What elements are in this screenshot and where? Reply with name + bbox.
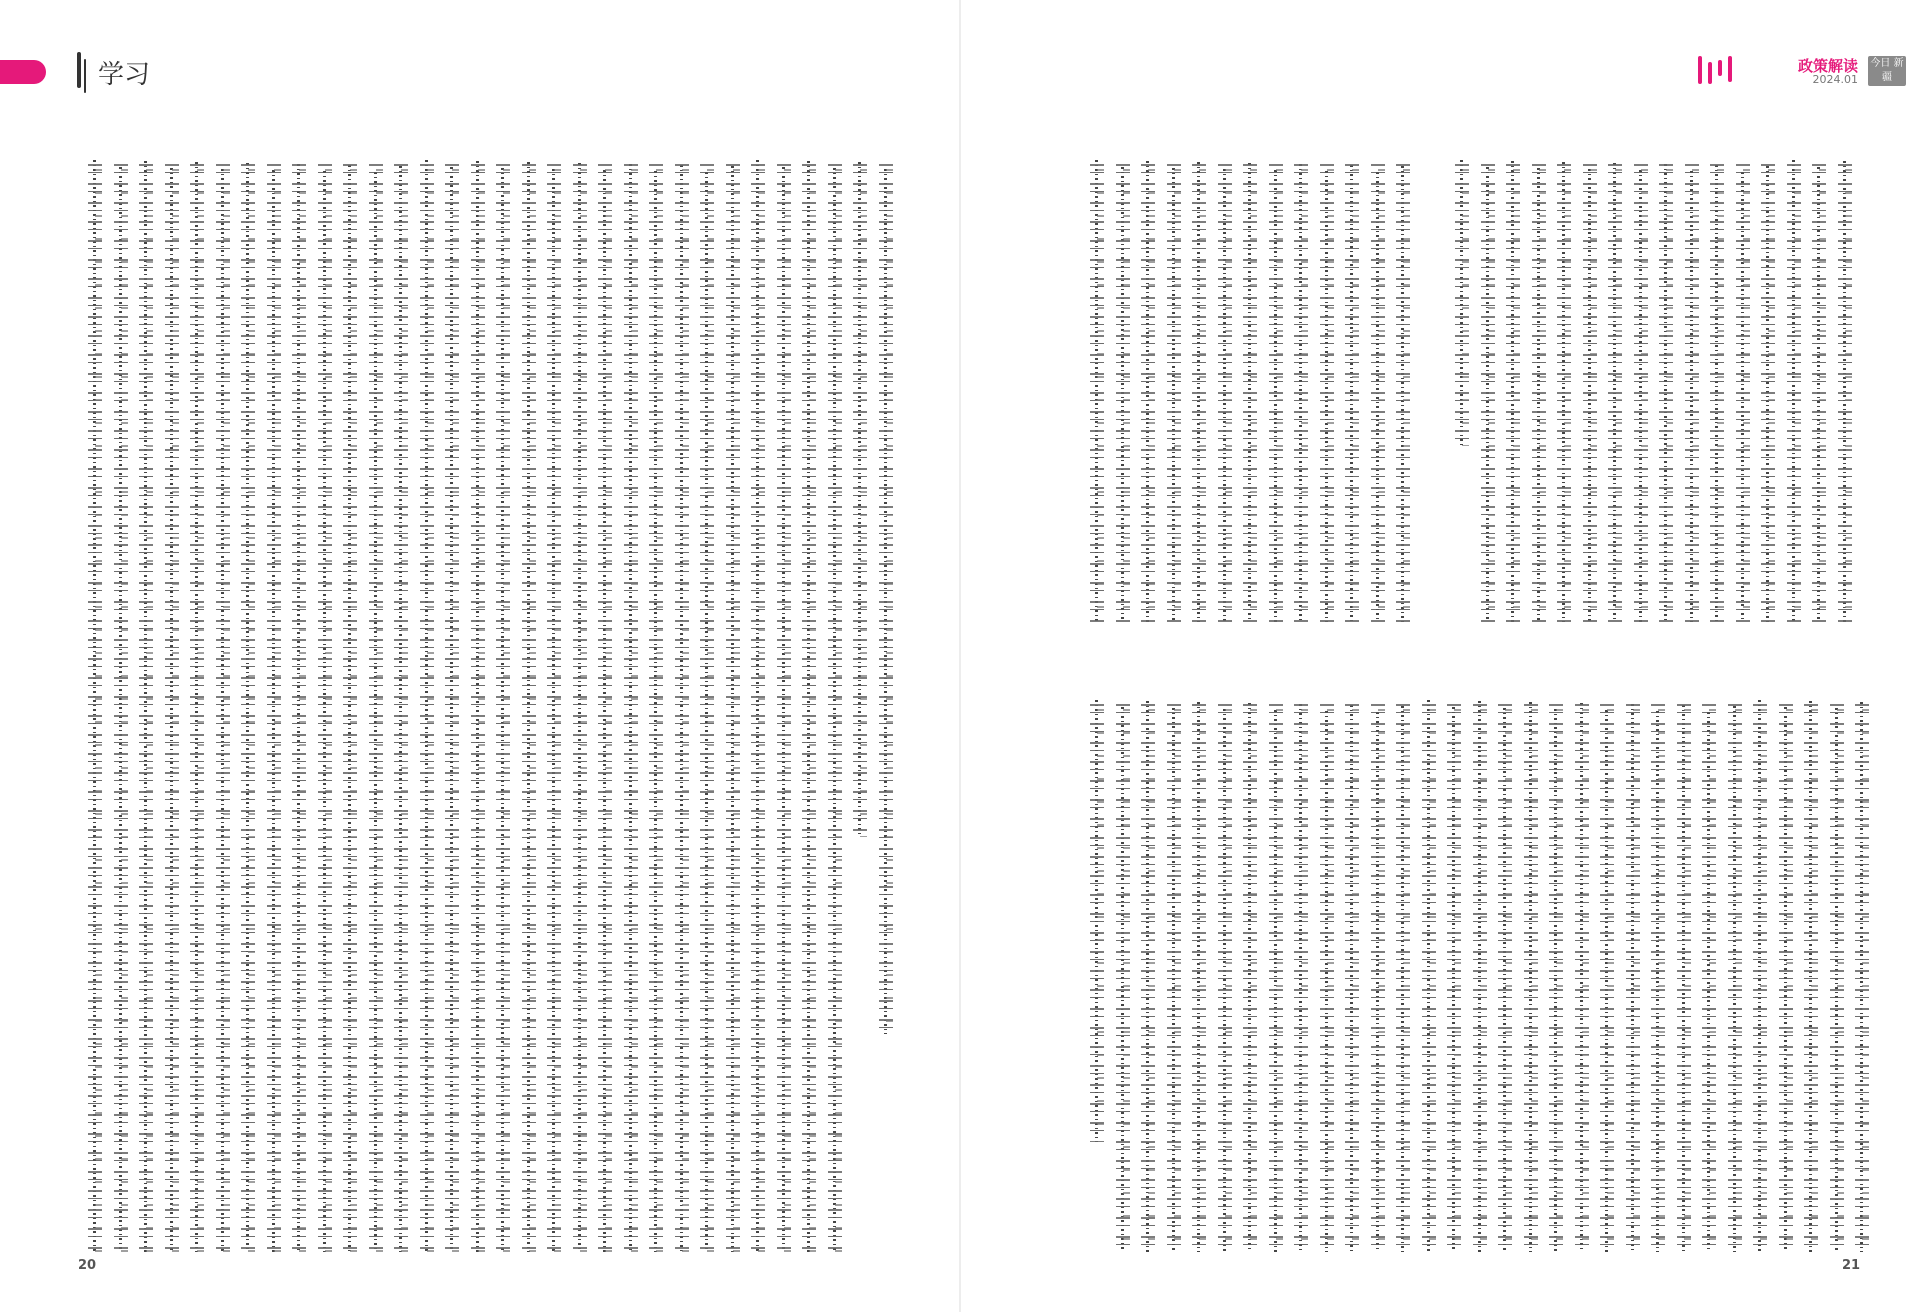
text-column [1116,700,1130,1252]
text-column [1422,700,1436,1252]
text-column [1481,160,1495,622]
text-column [649,160,663,1252]
text-column [1218,160,1232,622]
text-column [190,160,204,1252]
page-number-right: 21 [1842,1258,1861,1273]
text-column [1116,160,1130,622]
text-column [573,160,587,1252]
text-column [1855,700,1869,1252]
text-column [471,160,485,1252]
text-column [700,160,714,1252]
text-column [114,160,128,1252]
text-column [1702,700,1716,1252]
text-column [369,160,383,1252]
text-column [802,160,816,1252]
text-column [547,160,561,1252]
page-number-left: 20 [78,1258,97,1273]
text-column [1243,700,1257,1252]
text-column [88,160,102,1252]
text-column [1269,160,1283,622]
right-page-body-top-right [1455,160,1885,622]
text-column [1192,160,1206,622]
text-column [1524,700,1538,1252]
text-column [751,160,765,1252]
text-column [777,160,791,1252]
text-column [1447,700,1461,1252]
text-column [1167,160,1181,622]
text-column [879,160,893,1034]
text-column [1626,700,1640,1252]
text-column [1710,160,1724,622]
text-column [1659,160,1673,622]
text-column [1634,160,1648,622]
right-page-body-bottom [1090,700,1885,1252]
text-column [1141,700,1155,1252]
text-column [1192,700,1206,1252]
text-column [1677,700,1691,1252]
section-label: 学习 [98,60,151,90]
text-column [1600,700,1614,1252]
text-column [394,160,408,1252]
text-column [1345,160,1359,622]
text-column [1728,700,1742,1252]
text-column [1243,160,1257,622]
text-column [1396,160,1410,622]
text-column [1320,700,1334,1252]
text-column [1830,700,1844,1252]
text-column [241,160,255,1252]
text-column [1583,160,1597,622]
text-column [1557,160,1571,622]
text-column [139,160,153,1252]
magazine-logo: 今日 新疆 [1868,56,1906,86]
text-column [1320,160,1334,622]
mongolian-column-mark [1698,56,1732,84]
text-column [1651,700,1665,1252]
text-column [1167,700,1181,1252]
text-column [1838,160,1852,622]
text-column [522,160,536,1252]
text-column [726,160,740,1252]
text-column [1685,160,1699,622]
text-column [598,160,612,1252]
text-column [675,160,689,1252]
text-column [267,160,281,1252]
text-column [318,160,332,1252]
text-column [1396,700,1410,1252]
text-column [828,160,842,1252]
text-column [1498,700,1512,1252]
text-column [1090,160,1104,622]
text-column [1532,160,1546,622]
text-column [1141,160,1155,622]
text-column [1294,700,1308,1252]
text-column [1787,160,1801,622]
text-column [292,160,306,1252]
issue-date: 2024.01 [1812,73,1858,86]
text-column [1608,160,1622,622]
text-column [1345,700,1359,1252]
text-column [1761,160,1775,622]
text-column [1090,700,1104,1142]
text-column [1371,160,1385,622]
text-column [445,160,459,1252]
page-gutter [959,0,961,1312]
text-column [624,160,638,1252]
text-column [1218,700,1232,1252]
text-column [216,160,230,1252]
text-column [1506,160,1520,622]
text-column [1455,160,1469,446]
text-column [1779,700,1793,1252]
text-column [1736,160,1750,622]
mongolian-section-mark [68,52,90,90]
text-column [1753,700,1767,1252]
text-column [496,160,510,1252]
text-column [853,160,867,837]
right-header [1620,52,1920,92]
text-column [1812,160,1826,622]
text-column [165,160,179,1252]
text-column [1549,700,1563,1252]
column-title: 政策解读 [1797,57,1858,75]
right-page-body-top-left [1090,160,1445,622]
text-column [1804,700,1818,1252]
left-page-body [88,160,920,1252]
section-tab [0,60,46,84]
text-column [1371,700,1385,1252]
text-column [1294,160,1308,622]
text-column [1575,700,1589,1252]
text-column [1473,700,1487,1252]
text-column [1269,700,1283,1252]
text-column [343,160,357,1252]
text-column [420,160,434,1252]
